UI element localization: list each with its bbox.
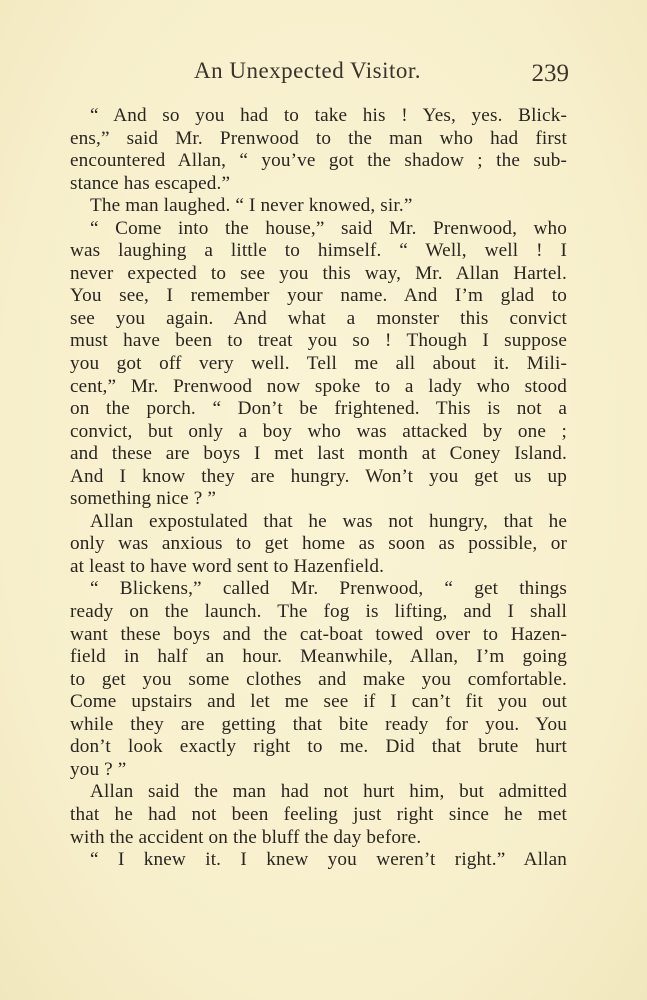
text-line: The man laughed. “ I never knowed, sir.” xyxy=(90,195,413,217)
page-number: 239 xyxy=(531,60,569,87)
text-line: see you again. And what a monster this convict xyxy=(70,307,567,329)
running-head xyxy=(70,58,567,92)
text-line: Allan said the man had not hurt him, but admitted xyxy=(90,781,567,803)
text-line: on the porch. “ Don’t be frightened. This is not a xyxy=(70,398,567,420)
text-line: was laughing a little to himself. “ Well, well ! I xyxy=(70,240,567,262)
text-line: cent,” Mr. Prenwood now spoke to a lady who stood xyxy=(70,375,567,397)
text-line: You see, I remember your name. And I’m glad to xyxy=(70,285,567,307)
text-line: “ Blickens,” called Mr. Prenwood, “ get things xyxy=(90,578,567,600)
running-title: An Unexpected Visitor. xyxy=(194,58,422,83)
text-line: something nice ? ” xyxy=(70,488,217,510)
text-line: want these boys and the cat-boat towed over to Hazen- xyxy=(70,623,567,645)
text-line: convict, but only a boy who was attacked by one ; xyxy=(70,420,567,442)
text-line: ens,” said Mr. Prenwood to the man who had first xyxy=(70,127,567,149)
text-line: “ I knew it. I knew you weren’t right.” Allan xyxy=(90,849,567,871)
body-text xyxy=(70,105,567,872)
text-line: to get you some clothes and make you comfortable. xyxy=(70,668,567,690)
text-line: And I know they are hungry. Won’t you get us up xyxy=(70,465,567,487)
text-line: Come upstairs and let me see if I can’t fit you out xyxy=(70,691,567,713)
text-line: and these are boys I met last month at Coney Island. xyxy=(70,443,567,465)
text-line: ready on the launch. The fog is lifting, and I shall xyxy=(70,601,567,623)
text-line: field in half an hour. Meanwhile, Allan, I’m going xyxy=(70,646,567,668)
text-line: “ Come into the house,” said Mr. Prenwood, who xyxy=(90,217,567,239)
text-line: that he had not been feeling just right since he met xyxy=(70,803,567,825)
text-line: while they are getting that bite ready for you. You xyxy=(70,713,567,735)
text-line: stance has escaped.” xyxy=(70,172,231,194)
text-line: you ? ” xyxy=(70,758,127,780)
text-line: Allan expostulated that he was not hungry, that he xyxy=(90,510,567,532)
text-line: don’t look exactly right to me. Did that brute hurt xyxy=(70,736,567,758)
text-line: never expected to see you this way, Mr. Allan Hartel. xyxy=(70,262,567,284)
text-line: must have been to treat you so ! Though I suppose xyxy=(70,330,567,352)
text-line: you got off very well. Tell me all about it. Mili- xyxy=(70,353,567,375)
text-line: with the accident on the bluff the day before. xyxy=(70,826,422,848)
text-line: at least to have word sent to Hazenfield. xyxy=(70,555,385,577)
text-line: only was anxious to get home as soon as possible, or xyxy=(70,533,567,555)
text-line: “ And so you had to take his ! Yes, yes. Blick- xyxy=(90,105,567,126)
text-line: encountered Allan, “ you’ve got the shadow ; the sub- xyxy=(70,150,567,172)
